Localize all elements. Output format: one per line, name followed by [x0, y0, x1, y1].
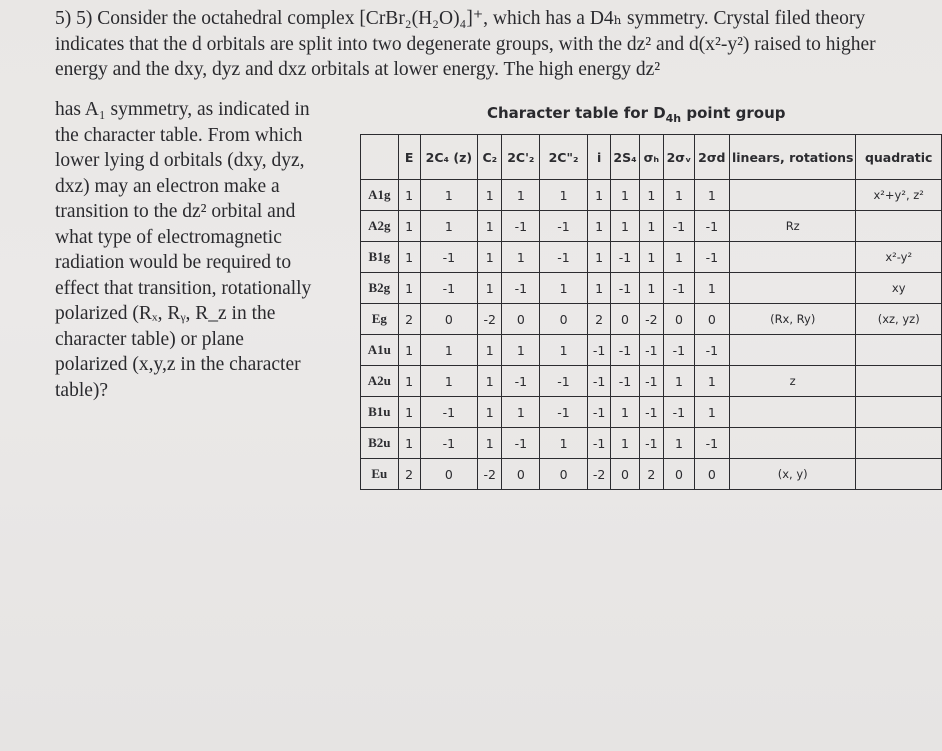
irrep-label: Eu: [361, 459, 399, 490]
character-cell: -1: [611, 335, 639, 366]
linear-rotation-cell: Rz: [729, 211, 855, 242]
title-main: Character table for D: [487, 104, 666, 122]
character-cell: 1: [420, 211, 477, 242]
table-row: [361, 397, 942, 428]
character-cell: -1: [587, 428, 611, 459]
character-cell: 1: [398, 180, 420, 211]
character-cell: -1: [694, 428, 729, 459]
header-cell: linears, rotations: [729, 135, 855, 180]
character-cell: 1: [694, 397, 729, 428]
character-cell: 2: [639, 459, 664, 490]
character-cell: -1: [587, 335, 611, 366]
header-cell: σₕ: [639, 135, 664, 180]
character-table-title: [487, 104, 786, 125]
character-cell: 1: [478, 242, 502, 273]
character-cell: -1: [694, 242, 729, 273]
character-cell: 0: [502, 304, 540, 335]
character-cell: 0: [420, 304, 477, 335]
character-cell: -1: [639, 428, 664, 459]
character-cell: -1: [420, 428, 477, 459]
quadratic-cell: [856, 211, 942, 242]
irrep-label: B2u: [361, 428, 399, 459]
linear-rotation-cell: z: [729, 366, 855, 397]
character-cell: -1: [694, 211, 729, 242]
character-cell: -2: [478, 304, 502, 335]
character-cell: -1: [502, 428, 540, 459]
character-cell: 0: [540, 459, 588, 490]
character-cell: 2: [587, 304, 611, 335]
character-cell: 1: [478, 273, 502, 304]
character-cell: -1: [611, 273, 639, 304]
character-cell: 1: [540, 273, 588, 304]
table-row: [361, 211, 942, 242]
character-cell: 0: [694, 459, 729, 490]
character-cell: -1: [502, 273, 540, 304]
quadratic-cell: x²-y²: [856, 242, 942, 273]
quadratic-cell: (xz, yz): [856, 304, 942, 335]
quadratic-cell: [856, 428, 942, 459]
table-row: [361, 273, 942, 304]
character-cell: -1: [639, 366, 664, 397]
character-cell: 1: [478, 397, 502, 428]
character-cell: -1: [540, 366, 588, 397]
character-cell: 1: [664, 242, 695, 273]
character-cell: 1: [398, 242, 420, 273]
character-cell: 1: [478, 211, 502, 242]
character-cell: -2: [639, 304, 664, 335]
character-cell: 1: [420, 335, 477, 366]
character-cell: 1: [587, 273, 611, 304]
character-cell: 1: [540, 335, 588, 366]
character-cell: 1: [694, 180, 729, 211]
quadratic-cell: [856, 397, 942, 428]
table-row: [361, 180, 942, 211]
character-cell: 1: [611, 428, 639, 459]
character-cell: -1: [420, 273, 477, 304]
character-cell: 0: [420, 459, 477, 490]
header-cell: 2σᵥ: [664, 135, 695, 180]
character-cell: 0: [664, 459, 695, 490]
character-cell: 1: [502, 242, 540, 273]
character-cell: 1: [398, 428, 420, 459]
character-cell: 1: [502, 180, 540, 211]
character-cell: 1: [611, 211, 639, 242]
irrep-label: A2u: [361, 366, 399, 397]
header-cell: quadratic: [856, 135, 942, 180]
character-cell: 1: [540, 428, 588, 459]
character-cell: 1: [587, 211, 611, 242]
irrep-label: B1g: [361, 242, 399, 273]
character-cell: 1: [611, 397, 639, 428]
header-cell: 2C"₂: [540, 135, 588, 180]
character-cell: 0: [540, 304, 588, 335]
quadratic-cell: [856, 335, 942, 366]
character-cell: 1: [478, 180, 502, 211]
character-cell: 1: [587, 180, 611, 211]
character-cell: 1: [420, 366, 477, 397]
irrep-label: B1u: [361, 397, 399, 428]
quadratic-cell: x²+y², z²: [856, 180, 942, 211]
character-cell: 2: [398, 459, 420, 490]
character-cell: 1: [398, 211, 420, 242]
header-cell: 2C'₂: [502, 135, 540, 180]
quadratic-cell: xy: [856, 273, 942, 304]
linear-rotation-cell: [729, 397, 855, 428]
character-cell: -1: [540, 242, 588, 273]
character-cell: -1: [664, 335, 695, 366]
character-cell: 2: [398, 304, 420, 335]
header-cell: i: [587, 135, 611, 180]
table-body: [361, 180, 942, 490]
table-row: [361, 335, 942, 366]
irrep-label: A2g: [361, 211, 399, 242]
character-cell: -1: [502, 366, 540, 397]
character-cell: 1: [540, 180, 588, 211]
character-cell: 1: [694, 273, 729, 304]
character-cell: 0: [611, 304, 639, 335]
character-cell: 0: [694, 304, 729, 335]
character-cell: 1: [398, 273, 420, 304]
title-suffix: point group: [681, 104, 786, 122]
character-cell: 0: [611, 459, 639, 490]
character-cell: -1: [420, 242, 477, 273]
character-cell: -1: [587, 366, 611, 397]
character-cell: -1: [611, 366, 639, 397]
character-cell: 1: [611, 180, 639, 211]
table-row: [361, 459, 942, 490]
character-cell: -1: [540, 397, 588, 428]
character-cell: 1: [420, 180, 477, 211]
question-intro: [55, 6, 905, 83]
character-cell: 1: [478, 366, 502, 397]
title-sub: 4h: [665, 112, 682, 125]
character-cell: -1: [694, 335, 729, 366]
linear-rotation-cell: [729, 242, 855, 273]
character-cell: -1: [664, 397, 695, 428]
linear-rotation-cell: [729, 428, 855, 459]
linear-rotation-cell: [729, 273, 855, 304]
character-cell: 1: [639, 242, 664, 273]
character-cell: -1: [664, 273, 695, 304]
header-cell: C₂: [478, 135, 502, 180]
character-cell: 1: [502, 397, 540, 428]
irrep-label: A1u: [361, 335, 399, 366]
header-row: [361, 135, 942, 180]
header-cell: 2S₄: [611, 135, 639, 180]
character-cell: 1: [398, 366, 420, 397]
character-cell: -1: [502, 211, 540, 242]
character-cell: -1: [664, 211, 695, 242]
character-cell: 1: [587, 242, 611, 273]
table-row: [361, 428, 942, 459]
character-cell: -2: [478, 459, 502, 490]
character-cell: 0: [664, 304, 695, 335]
table-row: [361, 366, 942, 397]
character-cell: -1: [611, 242, 639, 273]
character-cell: 1: [478, 335, 502, 366]
character-cell: 1: [398, 335, 420, 366]
irrep-label: A1g: [361, 180, 399, 211]
irrep-label: B2g: [361, 273, 399, 304]
character-cell: 1: [502, 335, 540, 366]
linear-rotation-cell: [729, 335, 855, 366]
linear-rotation-cell: (Rx, Ry): [729, 304, 855, 335]
character-cell: -1: [639, 335, 664, 366]
character-cell: -1: [639, 397, 664, 428]
character-cell: 1: [664, 428, 695, 459]
linear-rotation-cell: [729, 180, 855, 211]
table-row: [361, 304, 942, 335]
character-cell: 1: [639, 180, 664, 211]
character-cell: 1: [398, 397, 420, 428]
character-cell: 1: [694, 366, 729, 397]
character-cell: -1: [420, 397, 477, 428]
header-cell: [361, 135, 399, 180]
linear-rotation-cell: (x, y): [729, 459, 855, 490]
character-cell: -1: [540, 211, 588, 242]
quadratic-cell: [856, 459, 942, 490]
character-cell: 0: [502, 459, 540, 490]
character-cell: 1: [478, 428, 502, 459]
header-cell: E: [398, 135, 420, 180]
character-cell: -2: [587, 459, 611, 490]
header-cell: 2σd: [694, 135, 729, 180]
question-side-text: has A₁ symmetry, as indicated in the character table. From which lower lying d orbitals (dxy, dyz, dxz) may an electron make a transition to the dz² orbital and what type of electromagnetic radiation would be required to effect that transition, rotationally polarized (Rₓ, Rᵧ, R_z in the character table) or plane polarized (x,y,z in the character table)?: [55, 99, 312, 401]
character-table: [360, 134, 942, 490]
table-row: [361, 242, 942, 273]
header-cell: 2C₄ (z): [420, 135, 477, 180]
irrep-label: Eg: [361, 304, 399, 335]
character-cell: 1: [664, 366, 695, 397]
character-cell: 1: [664, 180, 695, 211]
character-cell: 1: [639, 273, 664, 304]
quadratic-cell: [856, 366, 942, 397]
character-cell: 1: [639, 211, 664, 242]
question-intro-text: 5) 5) Consider the octahedral complex [CrBr₂(H₂O)₄]⁺, which has a D4ₕ symmetry. Crystal filed theory indicates that the d orbitals are split into two degenerate groups, with the dz² and d(x²-y²) raised to higher energy and the dxy, dyz and dxz orbitals at lower energy. The high energy dz²: [55, 8, 876, 80]
character-cell: -1: [587, 397, 611, 428]
